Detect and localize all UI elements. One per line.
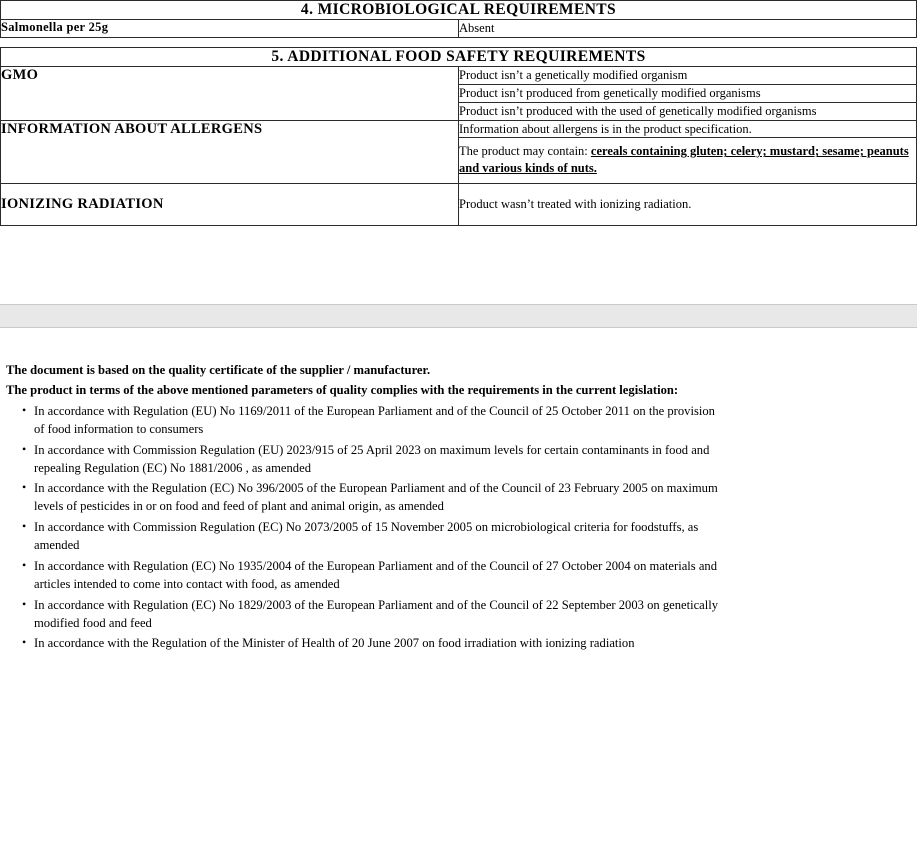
list-item [6, 519, 911, 555]
legal-regulation-list [6, 403, 911, 653]
legal-item-line2: of food information to consumers [34, 421, 204, 436]
allergens-note-emphasis: cereals containing gluten; celery; mustard; sesame; peanuts and various kinds of nuts. [459, 144, 909, 176]
section-header-row [1, 1, 917, 20]
table-row [1, 66, 917, 84]
row-value-ionizing-radiation: Product wasn’t treated with ionizing radiation. [459, 184, 917, 226]
legal-item-line2: repealing Regulation (EC) No 1881/2006 , as amended [34, 460, 311, 475]
legal-item-line2: amended [34, 538, 80, 552]
legal-item-line2: levels of pesticides in or on food and feed of plant and animal origin, as amended [34, 499, 444, 514]
white-space-gap [0, 226, 917, 304]
list-item [6, 635, 911, 653]
list-item [6, 558, 911, 594]
row-value-allergens-info: Information about allergens is in the product specification. [459, 120, 917, 138]
row-value-gmo-3: Product isn’t produced with the used of genetically modified organisms [459, 102, 917, 120]
list-item [6, 442, 911, 478]
row-label-salmonella: Salmonella per 25g [1, 20, 459, 38]
table-row [1, 20, 917, 38]
list-item [6, 480, 911, 516]
block-gap [0, 38, 917, 47]
legal-item-line1: In accordance with Commission Regulation (EC) No 2073/2005 of 15 November 2005 on microbiological criteria for foodstuffs, as [34, 520, 699, 535]
row-label-ionizing-radiation: IONIZING RADIATION [1, 184, 459, 226]
section-title-additional-food-safety: 5. ADDITIONAL FOOD SAFETY REQUIREMENTS [1, 47, 917, 66]
white-space-gap-2 [0, 328, 917, 362]
legal-item-line1: In accordance with Regulation (EC) No 1829/2003 of the European Parliament and of the Council of 22 September 2003 on genetically [34, 597, 719, 612]
row-value-allergens-note [459, 138, 917, 184]
additional-food-safety-table [0, 47, 917, 226]
legal-lead-2: The product in terms of the above mentioned parameters of quality complies with the requirements in the current legislation: [6, 383, 679, 397]
legal-basis-section [0, 362, 917, 653]
row-label-gmo: GMO [1, 66, 459, 120]
legal-item-line2: articles intended to come into contact with food, as amended [34, 576, 340, 591]
legal-item-line1: In accordance with Regulation (EU) No 1169/2011 of the European Parliament and of the Council of 25 October 2011 on the provision [34, 403, 715, 418]
microbiological-requirements-table [0, 0, 917, 38]
list-item [6, 403, 911, 439]
row-value-salmonella: Absent [459, 20, 917, 38]
table-row [1, 120, 917, 138]
row-label-allergens: INFORMATION ABOUT ALLERGENS [1, 120, 459, 184]
table-row [1, 184, 917, 226]
legal-item-line1: In accordance with Commission Regulation (EU) 2023/915 of 25 April 2023 on maximum levels for certain contaminants in food and [34, 442, 710, 457]
legal-item-line1: In accordance with Regulation (EC) No 1935/2004 of the European Parliament and of the Council of 27 October 2004 on materials and [34, 558, 718, 573]
section-title-microbiological: 4. MICROBIOLOGICAL REQUIREMENTS [1, 1, 917, 20]
page-separator-band [0, 304, 917, 328]
row-value-gmo-2: Product isn’t produced from genetically modified organisms [459, 84, 917, 102]
legal-item-line1: In accordance with the Regulation (EC) No 396/2005 of the European Parliament and of the Council of 23 February 2005 on maximum [34, 481, 718, 496]
allergens-note-prefix: The product may contain: [459, 144, 591, 159]
legal-lead-1: The document is based on the quality certificate of the supplier / manufacturer. [6, 363, 431, 378]
legal-item-line2: modified food and feed [34, 615, 152, 630]
row-value-gmo-1: Product isn’t a genetically modified organism [459, 66, 917, 84]
list-item [6, 597, 911, 633]
section-header-row [1, 47, 917, 66]
legal-item-line1: In accordance with the Regulation of the Minister of Health of 20 June 2007 on food irradiation with ionizing radiation [34, 636, 635, 651]
